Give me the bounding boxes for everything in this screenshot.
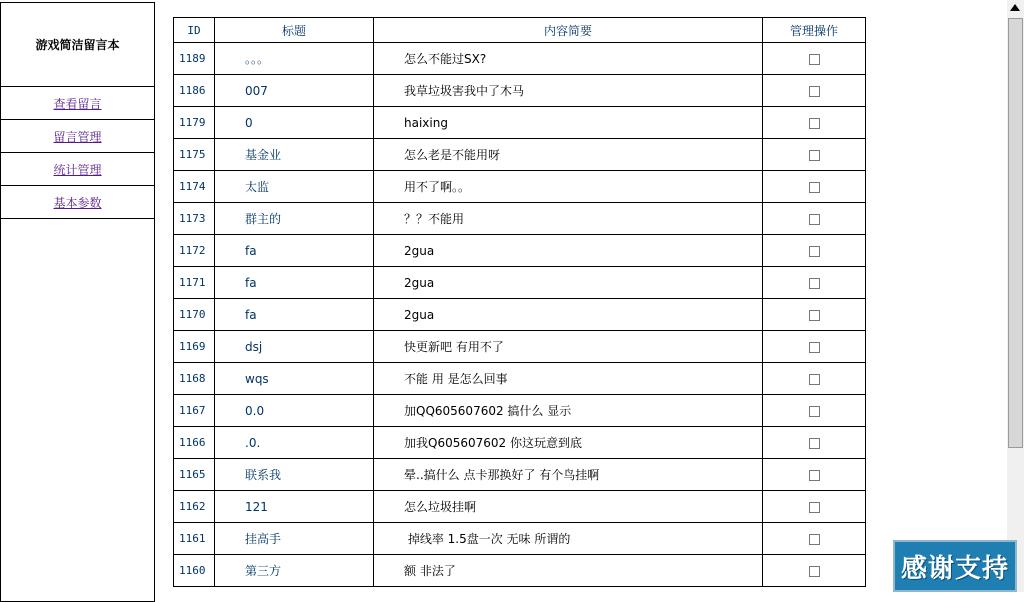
- message-id: 1174: [174, 171, 215, 203]
- message-title: 群主的: [215, 203, 374, 235]
- guestbook-brand: 游戏简洁留言本: [1, 3, 154, 87]
- message-content-summary: ？？不能用: [374, 203, 763, 235]
- select-checkbox[interactable]: [809, 566, 820, 577]
- header-content-summary: 内容简要: [374, 18, 763, 43]
- select-checkbox[interactable]: [809, 182, 820, 193]
- table-row: [174, 171, 866, 203]
- row-action-cell: [763, 203, 866, 235]
- message-id: 1165: [174, 459, 215, 491]
- thanks-support-text: 感谢支持: [900, 553, 1009, 584]
- select-checkbox[interactable]: [809, 150, 820, 161]
- message-title: fa: [215, 267, 374, 299]
- select-checkbox[interactable]: [809, 342, 820, 353]
- table-row: [174, 235, 866, 267]
- scroll-thumb[interactable]: [1008, 18, 1023, 448]
- select-checkbox[interactable]: [809, 278, 820, 289]
- table-row: [174, 491, 866, 523]
- select-checkbox[interactable]: [809, 534, 820, 545]
- message-content-summary: haixing: [374, 107, 763, 139]
- table-row: [174, 331, 866, 363]
- row-action-cell: [763, 235, 866, 267]
- message-content-summary: 额 非法了: [374, 555, 763, 587]
- message-title: 007: [215, 75, 374, 107]
- table-row: [174, 395, 866, 427]
- message-content-summary: 掉线率 1.5盘一次 无味 所谓的: [374, 523, 763, 555]
- message-id: 1175: [174, 139, 215, 171]
- sidebar: [0, 2, 155, 602]
- row-action-cell: [763, 491, 866, 523]
- message-id: 1167: [174, 395, 215, 427]
- table-row: [174, 203, 866, 235]
- message-content-summary: 晕..搞什么 点卡那换好了 有个鸟挂啊: [374, 459, 763, 491]
- message-id: 1166: [174, 427, 215, 459]
- row-action-cell: [763, 459, 866, 491]
- message-title: 基金业: [215, 139, 374, 171]
- message-content-summary: 2gua: [374, 299, 763, 331]
- message-title: fa: [215, 299, 374, 331]
- message-id: 1186: [174, 75, 215, 107]
- row-action-cell: [763, 363, 866, 395]
- table-row: [174, 43, 866, 75]
- select-checkbox[interactable]: [809, 118, 820, 129]
- table-header-row: [174, 18, 866, 43]
- row-action-cell: [763, 43, 866, 75]
- select-checkbox[interactable]: [809, 310, 820, 321]
- table-row: [174, 107, 866, 139]
- message-title: 第三方: [215, 555, 374, 587]
- row-action-cell: [763, 331, 866, 363]
- select-checkbox[interactable]: [809, 470, 820, 481]
- message-id: 1171: [174, 267, 215, 299]
- message-title: .0.: [215, 427, 374, 459]
- select-checkbox[interactable]: [809, 406, 820, 417]
- table-body: [174, 43, 866, 587]
- table-row: [174, 299, 866, 331]
- message-id: 1189: [174, 43, 215, 75]
- row-action-cell: [763, 299, 866, 331]
- thanks-support-badge[interactable]: [893, 540, 1017, 592]
- row-action-cell: [763, 427, 866, 459]
- messages-table: [173, 17, 866, 587]
- sidebar-item-basic-settings[interactable]: 基本参数: [1, 186, 154, 219]
- select-checkbox[interactable]: [809, 214, 820, 225]
- message-id: 1162: [174, 491, 215, 523]
- header-actions: 管理操作: [763, 18, 866, 43]
- table-row: [174, 555, 866, 587]
- message-content-summary: 用不了啊。。: [374, 171, 763, 203]
- message-content-summary: 快更新吧 有用不了: [374, 331, 763, 363]
- row-action-cell: [763, 267, 866, 299]
- messages-table-container: [173, 17, 866, 587]
- row-action-cell: [763, 171, 866, 203]
- message-id: 1168: [174, 363, 215, 395]
- message-content-summary: 怎么垃圾挂啊: [374, 491, 763, 523]
- message-title: 。。。: [215, 43, 374, 75]
- message-title: 0: [215, 107, 374, 139]
- sidebar-item-message-management[interactable]: 留言管理: [1, 120, 154, 153]
- message-content-summary: 怎么老是不能用呀: [374, 139, 763, 171]
- message-id: 1170: [174, 299, 215, 331]
- table-row: [174, 427, 866, 459]
- message-id: 1161: [174, 523, 215, 555]
- table-row: [174, 459, 866, 491]
- message-content-summary: 加我Q605607602 你这玩意到底: [374, 427, 763, 459]
- message-content-summary: 2gua: [374, 235, 763, 267]
- message-id: 1169: [174, 331, 215, 363]
- message-content-summary: 不能 用 是怎么回事: [374, 363, 763, 395]
- table-row: [174, 139, 866, 171]
- table-row: [174, 363, 866, 395]
- row-action-cell: [763, 107, 866, 139]
- table-row: [174, 523, 866, 555]
- message-id: 1160: [174, 555, 215, 587]
- message-id: 1179: [174, 107, 215, 139]
- select-checkbox[interactable]: [809, 54, 820, 65]
- message-content-summary: 我草垃圾害我中了木马: [374, 75, 763, 107]
- message-id: 1173: [174, 203, 215, 235]
- message-title: 太监: [215, 171, 374, 203]
- message-title: 0.0: [215, 395, 374, 427]
- select-checkbox[interactable]: [809, 438, 820, 449]
- message-content-summary: 2gua: [374, 267, 763, 299]
- header-id: ID: [174, 18, 215, 43]
- message-title: 挂高手: [215, 523, 374, 555]
- message-title: dsj: [215, 331, 374, 363]
- row-action-cell: [763, 555, 866, 587]
- message-id: 1172: [174, 235, 215, 267]
- row-action-cell: [763, 523, 866, 555]
- select-checkbox[interactable]: [809, 374, 820, 385]
- row-action-cell: [763, 75, 866, 107]
- sidebar-item-view-messages[interactable]: 查看留言: [1, 87, 154, 120]
- sidebar-item-statistics[interactable]: 统计管理: [1, 153, 154, 186]
- message-title: wqs: [215, 363, 374, 395]
- message-content-summary: 加QQ605607602 搞什么 显示: [374, 395, 763, 427]
- select-checkbox[interactable]: [809, 502, 820, 513]
- scroll-up-arrow-icon[interactable]: [1010, 4, 1020, 11]
- vertical-scrollbar[interactable]: [1007, 0, 1024, 592]
- message-title: 联系我: [215, 459, 374, 491]
- row-action-cell: [763, 395, 866, 427]
- row-action-cell: [763, 139, 866, 171]
- message-title: 121: [215, 491, 374, 523]
- select-checkbox[interactable]: [809, 246, 820, 257]
- message-content-summary: 怎么不能过SX?: [374, 43, 763, 75]
- select-checkbox[interactable]: [809, 86, 820, 97]
- header-title: 标题: [215, 18, 374, 43]
- table-row: [174, 75, 866, 107]
- message-title: fa: [215, 235, 374, 267]
- table-row: [174, 267, 866, 299]
